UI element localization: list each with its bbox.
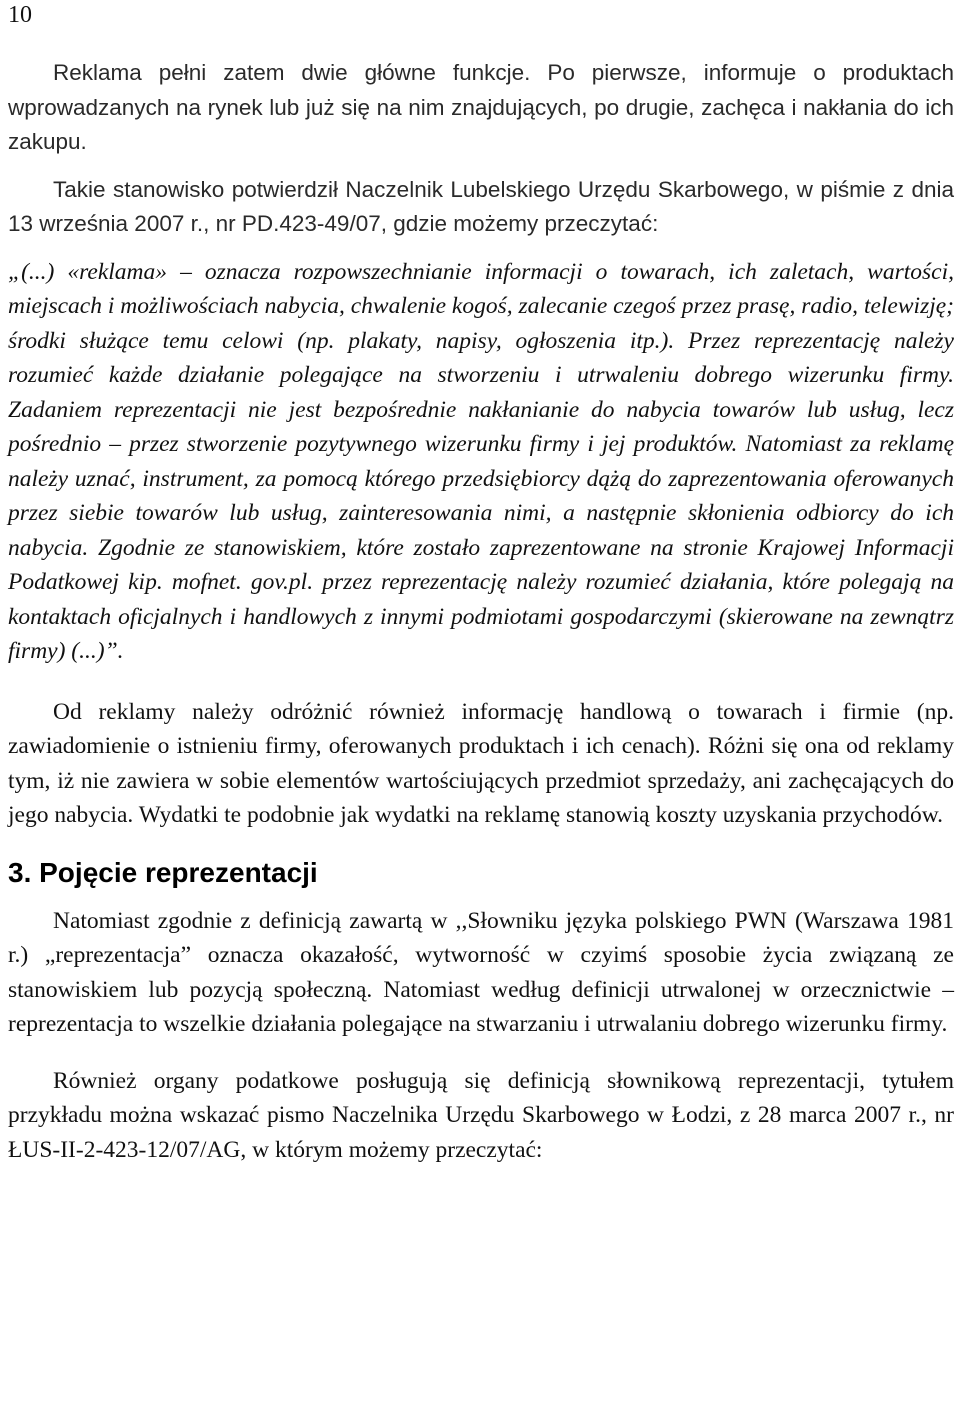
paragraph-urzad-stance: Takie stanowisko potwierdził Naczelnik Lubelskiego Urzędu Skarbowego, w piśmie z dnia 13 września 2007 r., nr PD.423-49/07, gdzie możemy przeczytać: xyxy=(8,176,954,236)
paragraph-reklama-functions: Reklama pełni zatem dwie główne funkcje. Po pierwsze, informuje o produktach wprowadzanych na rynek lub już się na nim znajdujących, po drugie, zachęca i nakłania do ich zakupu. xyxy=(8,60,954,154)
paragraph-informacja-handlowa: Od reklamy należy odróżnić również informację handlową o towarach i firmie (np. zawiadomienie o istnieniu firmy, oferowanych produktach i ich cenach). Różni się ona od reklamy tym, iż nie zawiera w sobie elementów wartościujących przedmiot sprzedaży, ani zachęcających do jego nabycia. Wydatki te podobnie jak wydatki na reklamę stanowią koszty uzyskania przychodów. xyxy=(8,698,954,828)
page-body xyxy=(8,56,954,1167)
quoted-definition: „(...) «reklama» – oznacza rozpowszechnianie informacji o towarach, ich zaletach, wartości, miejscach i możliwościach nabycia, chwalenie kogoś, zalecanie czegoś przez prasę, radio, telewizję; środki służące temu celowi (np. plakaty, napisy, ogłoszenia itp.). Przez reprezentację należy rozumieć każde działanie polegające na stworzeniu i utrwaleniu dobrego wizerunku firmy. Zadaniem reprezentacji nie jest bezpośrednie nakłanianie do nabycia towarów lub usług, lecz pośrednio – przez stworzenie pozytywnego wizerunku firmy i jej produktów. Natomiast za reklamę należy uznać, instrument, za pomocą którego przedsiębiorcy dążą do zaprezentowania oferowanych przez siebie towarów lub usług, zainteresowania nimi, a następnie skłonienia odbiorcy do ich nabycia. Zgodnie ze stanowiskiem, które zostało zaprezentowane na stronie Krajowej Informacji Podatkowej kip. mofnet. gov.pl. przez reprezentację należy rozumieć działania, które polegają na kontaktach oficjalnych i handlowych z innymi podmiotami gospodarczymi (skierowane na zewnątrz firmy) (...)”. xyxy=(8,258,954,664)
paragraph-definicja-reprezentacji: Natomiast zgodnie z definicją zawartą w ,,Słowniku języka polskiego PWN (Warszawa 1981 r.) „reprezentacja” oznacza okazałość, wytworność w czyimś sposobie życia związaną ze stanowiskiem lub pozycją społeczną. Natomiast według definicji utrwalonej w orzecznictwie – reprezentacja to wszelkie działania polegające na stwarzaniu i utrwalaniu dobrego wizerunku firmy. xyxy=(8,907,954,1037)
paragraph-organy-podatkowe: Również organy podatkowe posługują się definicją słownikową reprezentacji, tytułem przykładu można wskazać pismo Naczelnika Urzędu Skarbowego w Łodzi, z 28 marca 2007 r., nr ŁUS-II-2-423-12/07/AG, w którym możemy przeczytać: xyxy=(8,1067,954,1163)
page-number: 10 xyxy=(8,2,32,28)
section-heading: 3. Pojęcie reprezentacji xyxy=(8,856,318,888)
